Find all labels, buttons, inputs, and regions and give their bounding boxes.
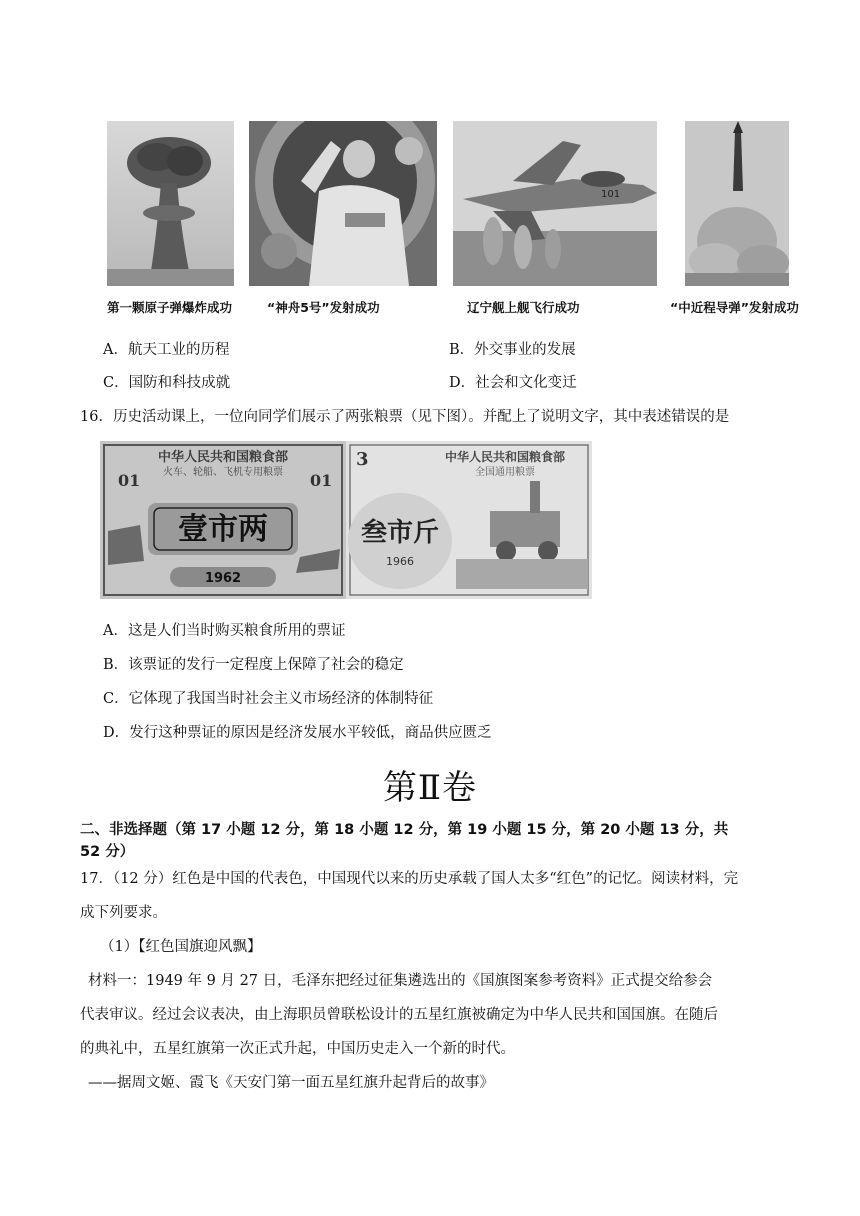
q16-option-b: B．该票证的发行一定程度上保障了社会的稳定 [103, 657, 404, 673]
plane-number: 101 [601, 189, 621, 200]
atomic-bomb-image [107, 121, 234, 286]
coupon2-use: 全国通用粮票 [475, 467, 535, 478]
q16-option-a: A．这是人们当时购买粮食所用的票证 [103, 623, 346, 639]
material1-line2: 代表审议。经过会议表决，由上海职员曾联松设计的五星红旗被确定为中华人民共和国国旗。在随后 [80, 1007, 718, 1023]
coupon1-year: 1962 [204, 571, 242, 586]
coupon2-number: 3 [356, 449, 369, 470]
material1-line1: 材料一：1949 年 9 月 27 日，毛泽东把经过征集遴选出的《国旗图案参考资料》正式提交给参会 [88, 973, 713, 989]
coupon1-code-left: 01 [118, 471, 141, 490]
q15-option-a: A．航天工业的历程 [103, 342, 230, 358]
astronaut-image [249, 121, 437, 286]
coupon2-year: 1966 [386, 555, 414, 568]
grain-coupons-image [100, 441, 592, 599]
material1-line3: 的典礼中，五星红旗第一次正式升起，中国历史走入一个新的时代。 [80, 1041, 515, 1057]
coupon1-use: 火车、轮船、飞机专用粮票 [163, 467, 283, 478]
coupon1-issuer: 中华人民共和国粮食部 [157, 450, 289, 465]
q16-stem: 16．历史活动课上，一位向同学们展示了两张粮票（见下图）。并配上了说明文字，其中表述错误的是 [80, 409, 730, 425]
photo-shenzhou5 [249, 121, 437, 286]
part2-title: 第Ⅱ卷 [382, 768, 478, 808]
q17-subquestion-1: （1）【红色国旗迎风飘】 [100, 939, 262, 955]
section-heading-line2: 52 分） [80, 844, 135, 860]
caption-missile: “中近程导弹”发射成功 [670, 300, 799, 315]
coupon2-issuer: 中华人民共和国粮食部 [444, 450, 566, 464]
photo-atomic-bomb [107, 121, 234, 286]
q15-option-c: C．国防和科技成就 [103, 375, 231, 391]
coupon1-code-right: 01 [310, 471, 333, 490]
section-heading-line1: 二、非选择题（第 17 小题 12 分，第 18 小题 12 分，第 19 小题 15 分，第 20 小题 13 分，共 [80, 822, 729, 838]
caption-liaoning: 辽宁舰上舰飞行成功 [467, 300, 580, 315]
grain-coupons-drawing [100, 441, 592, 599]
photo-missile [685, 121, 789, 286]
q16-option-c: C．它体现了我国当时社会主义市场经济的体制特征 [103, 691, 434, 707]
caption-shenzhou5: “神舟5号”发射成功 [267, 300, 380, 315]
q15-option-b: B．外交事业的发展 [449, 342, 576, 358]
caption-atomic-bomb: 第一颗原子弹爆炸成功 [107, 300, 233, 315]
material1-source: ——据周文姬、霞飞《天安门第一面五星红旗升起背后的故事》 [88, 1075, 494, 1091]
coupon2-denomination: 叁市斤 [360, 518, 440, 548]
q16-option-d: D．发行这种票证的原因是经济发展水平较低，商品供应匮乏 [103, 725, 492, 741]
q17-stem-line2: 成下列要求。 [80, 905, 167, 921]
q17-stem-line1: 17．（12 分）红色是中国的代表色，中国现代以来的历史承载了国人太多“红色”的记忆。阅读材料，完 [80, 871, 739, 887]
photo-liaoning [453, 121, 657, 286]
coupon1-denomination: 壹市两 [178, 512, 268, 547]
q15-option-d: D．社会和文化变迁 [449, 375, 577, 391]
carrier-jet-image [453, 121, 657, 286]
missile-image [685, 121, 789, 286]
